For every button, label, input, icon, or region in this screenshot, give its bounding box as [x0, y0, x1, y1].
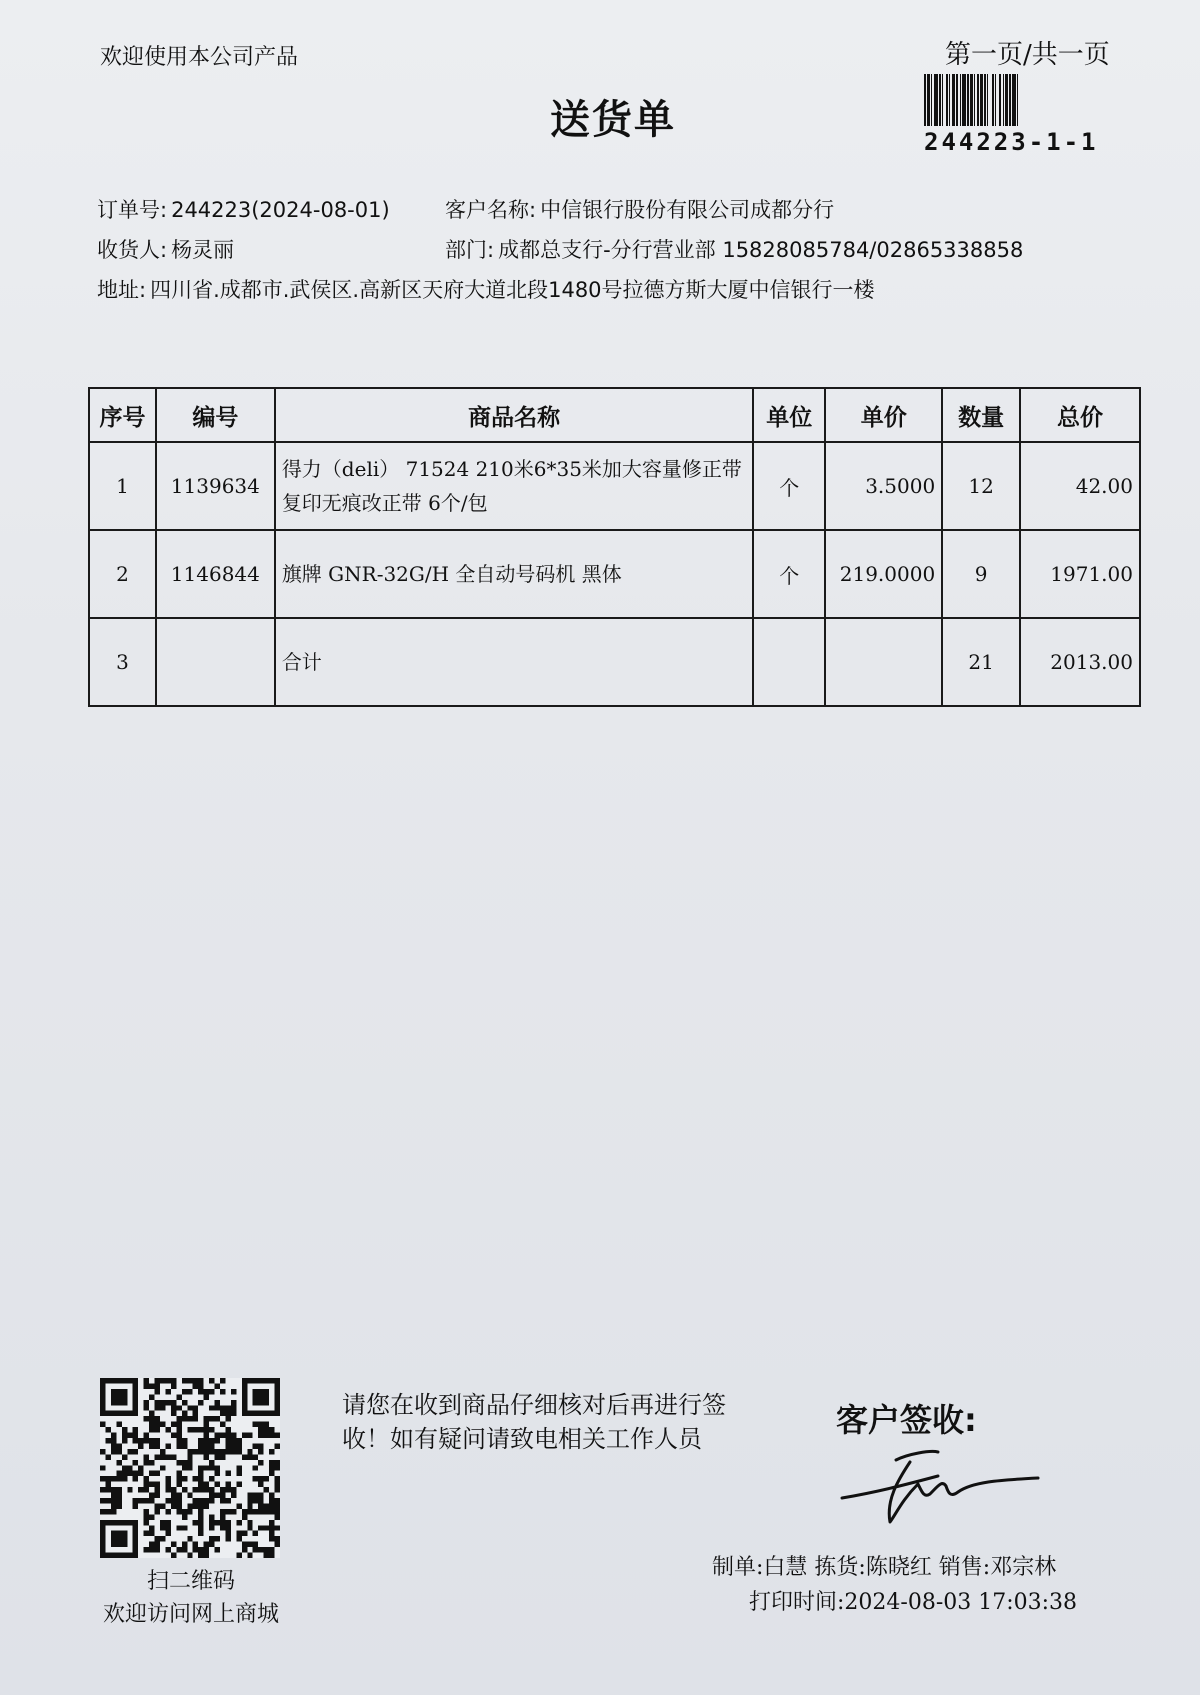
cell-unit-price: 3.5000: [825, 442, 942, 530]
cell-quantity: 9: [942, 530, 1020, 618]
cell-total-price: 1971.00: [1020, 530, 1140, 618]
table-row: [89, 442, 1140, 530]
welcome-text: 欢迎使用本公司产品: [100, 45, 299, 70]
cell-total-quantity: 21: [942, 618, 1020, 706]
receiver-line: [97, 234, 234, 264]
cell-total-price: 42.00: [1020, 442, 1140, 530]
order-number-value: 244223(2024-08-01): [171, 198, 390, 222]
header-code: 编号: [156, 388, 275, 442]
barcode-image: [922, 74, 1136, 126]
cell-product-name: 旗牌 GNR-32G/H 全自动号码机 黑体: [275, 530, 754, 618]
department-label: 部门:: [445, 238, 495, 262]
staff-line: 制单:白慧 拣货:陈晓红 销售:邓宗林: [712, 1555, 1057, 1580]
cell-unit-price: 219.0000: [825, 530, 942, 618]
department-value: 成都总支行-分行营业部 15828085784/02865338858: [498, 238, 1024, 262]
goods-table: [88, 387, 1141, 707]
cell-grand-total: 2013.00: [1020, 618, 1140, 706]
header-quantity: 数量: [942, 388, 1020, 442]
header-product-name: 商品名称: [275, 388, 754, 442]
table-row: [89, 530, 1140, 618]
print-time: 打印时间:2024-08-03 17:03:38: [749, 1590, 1078, 1615]
order-number-label: 订单号:: [97, 198, 168, 222]
header-total-price: 总价: [1020, 388, 1140, 442]
cell-unit: 个: [753, 530, 825, 618]
order-number-line: [97, 194, 390, 224]
receiver-value: 杨灵丽: [171, 238, 235, 262]
receipt-notice: 请您在收到商品仔细核对后再进行签收！如有疑问请致电相关工作人员: [342, 1391, 726, 1453]
cell-unit-price: [825, 618, 942, 706]
header-seq: 序号: [89, 388, 156, 442]
address-label: 地址:: [97, 278, 147, 302]
receiver-label: 收货人:: [97, 238, 168, 262]
cell-unit: [753, 618, 825, 706]
cell-quantity: 12: [942, 442, 1020, 530]
qr-code-image: [100, 1378, 280, 1558]
cell-seq: 2: [89, 530, 156, 618]
department-line: [445, 234, 1023, 264]
cell-total-label: 合计: [275, 618, 754, 706]
address-line: [97, 274, 875, 304]
table-total-row: [89, 618, 1140, 706]
cell-product-name: 得力（deli） 71524 210米6*35米加大容量修正带 复印无痕改正带 6个/包: [275, 442, 754, 530]
customer-name-label: 客户名称:: [445, 198, 537, 222]
qr-caption-line-2: 欢迎访问网上商城: [102, 1602, 279, 1627]
qr-caption: [86, 1565, 296, 1631]
page-number: 第一页/共一页: [945, 40, 1110, 70]
qr-caption-line-1: 扫二维码: [146, 1569, 235, 1594]
header-unit-price: 单价: [825, 388, 942, 442]
document-title: 送货单: [550, 97, 676, 143]
address-value: 四川省.成都市.武侯区.高新区天府大道北段1480号拉德方斯大厦中信银行一楼: [150, 278, 875, 302]
barcode-number: 244223-1-1: [924, 128, 1099, 156]
customer-name-value: 中信银行股份有限公司成都分行: [540, 198, 835, 222]
header-unit: 单位: [753, 388, 825, 442]
cell-code: [156, 618, 275, 706]
cell-seq: 1: [89, 442, 156, 530]
cell-seq: 3: [89, 618, 156, 706]
cell-unit: 个: [753, 442, 825, 530]
table-header-row: [89, 388, 1140, 442]
customer-name-line: [445, 194, 834, 224]
handwritten-signature: [838, 1440, 1043, 1530]
cell-code: 1139634: [156, 442, 275, 530]
cell-code: 1146844: [156, 530, 275, 618]
customer-signature-label: 客户签收:: [836, 1401, 977, 1439]
